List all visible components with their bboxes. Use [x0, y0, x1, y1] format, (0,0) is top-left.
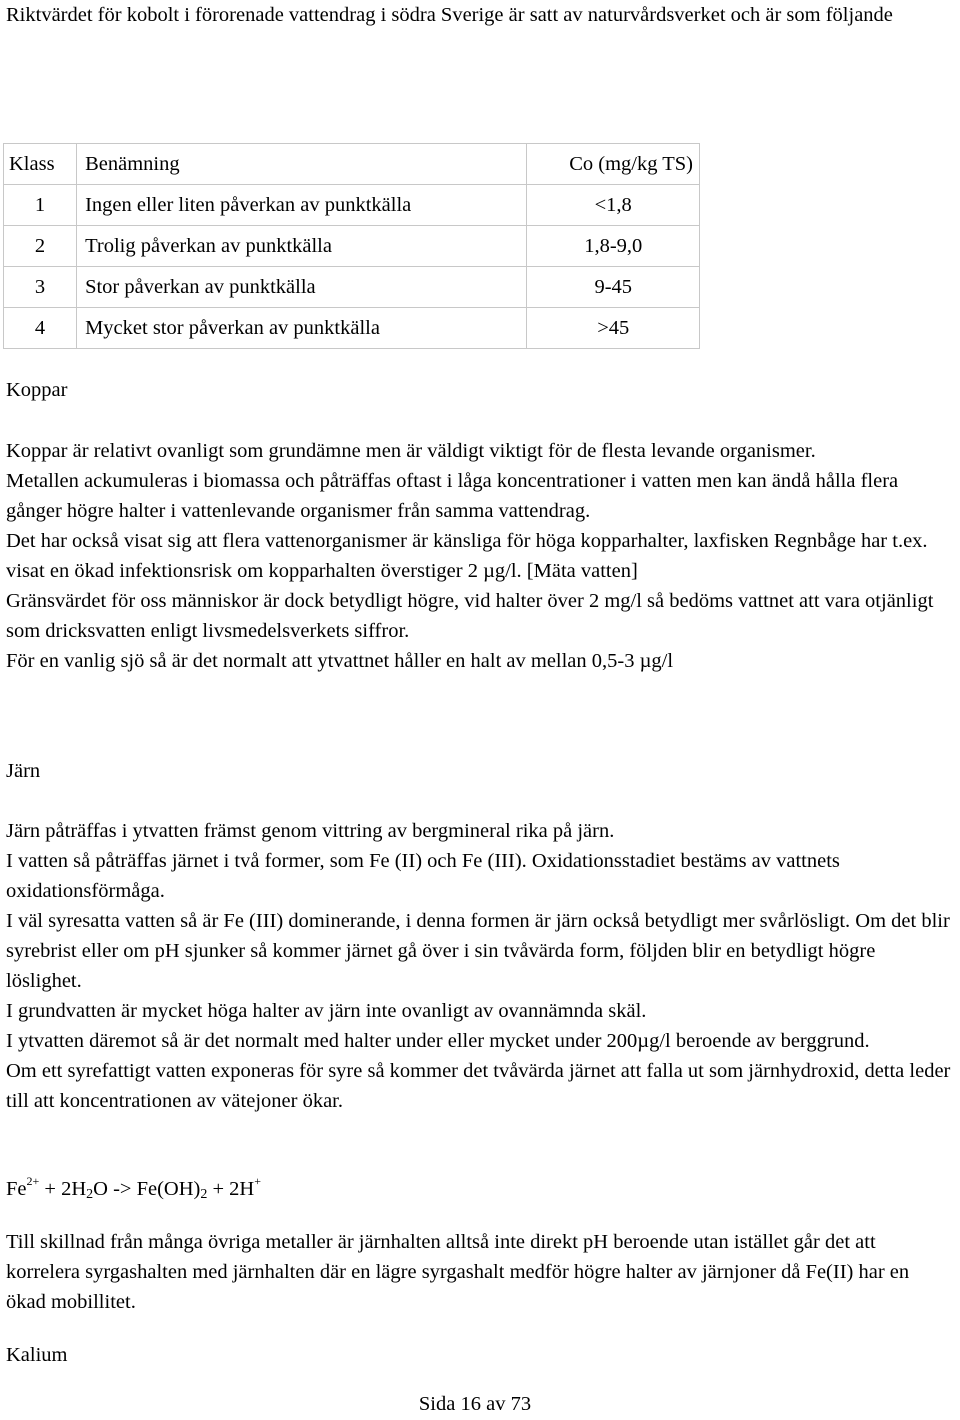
section-heading-koppar: Koppar [6, 379, 68, 401]
table-header-cell: Klass [4, 144, 77, 185]
paragraph: I grundvatten är mycket höga halter av järn inte ovanligt av ovannämnda skäl. [6, 1000, 647, 1022]
formula-part: + 2H [39, 1178, 87, 1200]
table-cell: Trolig påverkan av punktkälla [77, 226, 527, 267]
table-cell: 1,8-9,0 [527, 226, 700, 267]
table-header-cell: Co (mg/kg TS) [527, 144, 700, 185]
paragraph: För en vanlig sjö så är det normalt att ytvattnet håller en halt av mellan 0,5-3 µg/l [6, 650, 674, 672]
table-cell: >45 [527, 308, 700, 349]
table-header-cell: Benämning [77, 144, 527, 185]
formula-part: Fe [6, 1178, 27, 1200]
section-heading-kalium: Kalium [6, 1344, 68, 1366]
paragraph: Det har också visat sig att flera vattenorganismer är känsliga för höga kopparhalter, laxfisken Regnbåge har t.ex. visat en ökad infektionsrisk om kopparhalten överstiger 2 µg/l. [Mäta vatten] [6, 530, 928, 582]
table-cell: Stor påverkan av punktkälla [77, 267, 527, 308]
paragraph: Koppar är relativt ovanligt som grundämne men är väldigt viktigt för de flesta levande organismer. [6, 440, 816, 462]
table-header-row [4, 144, 700, 185]
cobalt-class-table [3, 143, 700, 349]
section-heading-jarn: Järn [6, 760, 41, 782]
table-row [4, 267, 700, 308]
table-cell: 4 [4, 308, 77, 349]
paragraph: Gränsvärdet för oss människor är dock betydligt högre, vid halter över 2 mg/l så bedöms vattnet att vara otjänligt som dricksvatten enligt livsmedelsverkets siffror. [6, 590, 934, 642]
table-cell: 9-45 [527, 267, 700, 308]
table-row [4, 308, 700, 349]
table-cell: Ingen eller liten påverkan av punktkälla [77, 185, 527, 226]
page-number: Sida 16 av 73 [418, 1393, 532, 1415]
paragraph: I vatten så påträffas järnet i två former, som Fe (II) och Fe (III). Oxidationsstadiet bestäms av vattnets oxidationsförmåga. [6, 850, 840, 902]
jarn-section-body [6, 816, 954, 1116]
table-row [4, 185, 700, 226]
formula-subscript: 2 [86, 1187, 94, 1202]
formula-part: O -> Fe(OH) [93, 1178, 201, 1200]
paragraph: Metallen ackumuleras i biomassa och påträffas oftast i låga koncentrationer i vatten men kan ändå hålla flera gånger högre halter i vattenlevande organismer från samma vattendrag. [6, 470, 899, 522]
paragraph: I ytvatten däremot så är det normalt med halter under eller mycket under 200µg/l beroende av berggrund. [6, 1030, 870, 1052]
formula-part: + 2H [207, 1178, 255, 1200]
paragraph: Om ett syrefattigt vatten exponeras för syre så kommer det tvåvärda järnet att falla ut som järnhydroxid, detta leder till att koncentrationen av vätejoner ökar. [6, 1060, 951, 1112]
paragraph: Järn påträffas i ytvatten främst genom vittring av bergmineral rika på järn. [6, 820, 615, 842]
formula-subscript: 2 [200, 1187, 208, 1202]
table-cell: 2 [4, 226, 77, 267]
table-cell: 1 [4, 185, 77, 226]
table-cell: <1,8 [527, 185, 700, 226]
koppar-section-body [6, 436, 954, 676]
chemical-formula [6, 1166, 261, 1210]
formula-superscript: 2+ [26, 1174, 40, 1188]
table-cell: Mycket stor påverkan av punktkälla [77, 308, 527, 349]
intro-text: Riktvärdet för kobolt i förorenade vattendrag i södra Sverige är satt av naturvårdsverket och är som följande [6, 4, 893, 26]
jarn-after-formula: Till skillnad från många övriga metaller är järnhalten alltså inte direkt pH beroende utan istället går det att korrelera syrgashalten med järnhalten där en lägre syrgashalt medför högre halter av järnjoner då Fe(II) har en ökad mobillitet. [6, 1231, 910, 1313]
table-row [4, 226, 700, 267]
table-cell: 3 [4, 267, 77, 308]
paragraph: I väl syresatta vatten så är Fe (III) dominerande, i denna formen är järn också betydligt mer svårlösligt. Om det blir syrebrist eller om pH sjunker så kommer järnet gå över i sin tvåvärda form, följden blir en betydligt högre löslighet. [6, 910, 950, 992]
formula-superscript: + [254, 1174, 262, 1188]
